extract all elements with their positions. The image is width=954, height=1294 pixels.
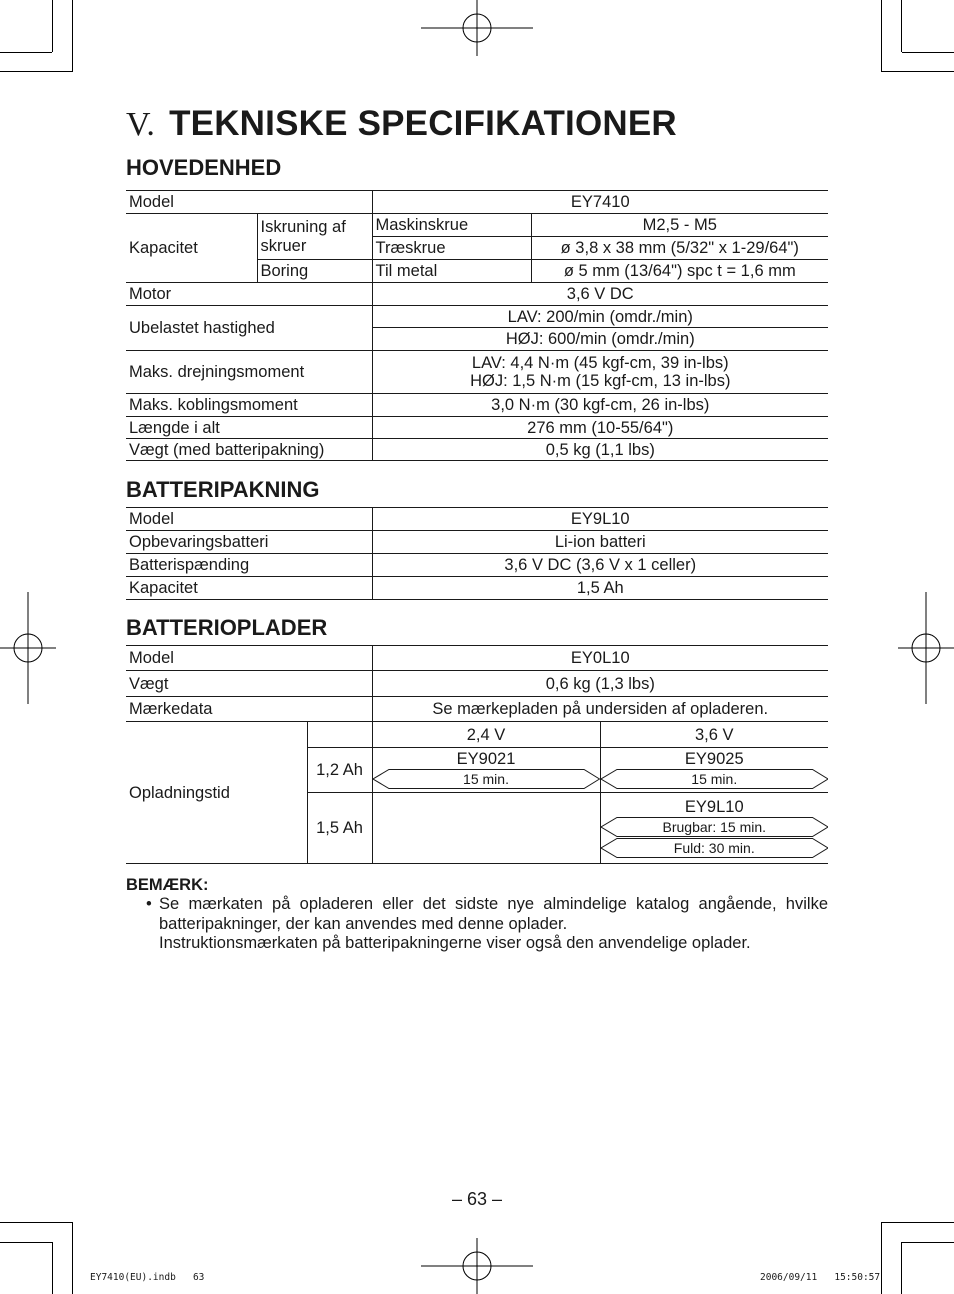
table-row (126, 417, 828, 439)
crop-mark (901, 0, 902, 52)
table-row (126, 394, 828, 417)
voltage-36: 3,6 V (600, 722, 828, 748)
torque-label: Maks. drejningsmoment (126, 351, 372, 394)
battery-capacity-value: 1,5 Ah (372, 577, 828, 600)
ey9021-time-box (373, 769, 600, 789)
metal-value: ø 5 mm (13/64") spc t = 1,6 mm (531, 260, 828, 283)
ey9l10-usable: Brugbar: 15 min. (662, 818, 767, 835)
speed-high: HØJ: 600/min (omdr./min) (372, 328, 828, 351)
main-unit-heading: HOVEDENHED (126, 155, 282, 180)
crop-mark (902, 52, 954, 53)
battery-capacity-label: Kapacitet (126, 577, 372, 600)
table-row (126, 722, 828, 748)
registration-mark-bottom (421, 1238, 533, 1294)
rating-value: Se mærkepladen på undersiden af opladeren. (372, 697, 828, 722)
crop-mark (0, 1242, 52, 1243)
rating-label: Mærkedata (126, 697, 372, 722)
note-heading: BEMÆRK: (126, 876, 209, 894)
model-label: Model (126, 191, 372, 214)
charge-time-label: Opladningstid (126, 722, 307, 864)
crop-mark (72, 0, 73, 72)
table-row (126, 577, 828, 600)
charger-model-value: EY0L10 (372, 646, 828, 671)
crop-mark (52, 0, 53, 52)
weight-label: Vægt (med batteripakning) (126, 439, 372, 461)
table-row (126, 306, 828, 328)
crop-mark (881, 1222, 954, 1223)
section-numeral: V. (126, 106, 156, 143)
battery-heading: BATTERIPAKNING (126, 477, 320, 502)
note-line-2: Instruktionsmærkaten på batteripakningerne viser også den anvendelige oplader. (159, 934, 751, 952)
metal-label: Til metal (372, 260, 531, 283)
empty-cell (372, 793, 600, 864)
clutch-value: 3,0 N·m (30 kgf-cm, 26 in-lbs) (372, 394, 828, 417)
weight-value: 0,5 kg (1,1 lbs) (372, 439, 828, 461)
battery-model-label: Model (126, 508, 372, 531)
charger-weight-label: Vægt (126, 671, 372, 697)
table-row (126, 351, 828, 394)
table-row (126, 214, 828, 237)
crop-mark (72, 1222, 73, 1294)
table-row (126, 697, 828, 722)
footer-file: EY7410(EU).indb 63 (90, 1272, 205, 1283)
ey9l10-full-box (601, 838, 829, 858)
footer-timestamp: 2006/09/11 15:50:57 (760, 1272, 881, 1283)
charger-table (126, 645, 828, 864)
crop-mark (901, 1242, 902, 1294)
charger-heading: BATTERIOPLADER (126, 615, 328, 640)
charger-weight-value: 0,6 kg (1,3 lbs) (372, 671, 828, 697)
table-row (126, 554, 828, 577)
title-text: TEKNISKE SPECIFIKATIONER (169, 104, 677, 143)
table-row (126, 508, 828, 531)
voltage-24: 2,4 V (372, 722, 600, 748)
registration-mark-left (0, 592, 56, 704)
crop-mark (902, 1242, 954, 1243)
ey9l10-model: EY9L10 (684, 797, 744, 816)
crop-mark (0, 52, 52, 53)
length-label: Længde i alt (126, 417, 372, 439)
speed-label: Ubelastet hastighed (126, 306, 372, 351)
crop-mark (881, 0, 882, 72)
table-row (126, 191, 828, 214)
drilling-label: Boring (257, 260, 372, 283)
machine-screw-value: M2,5 - M5 (531, 214, 828, 237)
ey9l10-full: Fuld: 30 min. (673, 839, 755, 856)
table-row (126, 646, 828, 671)
registration-mark-right (898, 592, 954, 704)
ey9021-model: EY9021 (456, 750, 516, 768)
torque-low: LAV: 4,4 N·m (45 kgf-cm, 39 in-lbs) (471, 354, 729, 372)
storage-value: Li-ion batteri (372, 531, 828, 554)
crop-mark (0, 1222, 72, 1223)
charger-model-label: Model (126, 646, 372, 671)
crop-mark (881, 71, 954, 72)
screwing-label: Iskruning af skruer (257, 214, 372, 260)
crop-mark (881, 1222, 882, 1294)
battery-voltage-value: 3,6 V DC (3,6 V x 1 celler) (372, 554, 828, 577)
machine-screw-label: Maskinskrue (372, 214, 531, 237)
wood-screw-label: Træskrue (372, 237, 531, 260)
motor-label: Motor (126, 283, 372, 306)
empty-cell (307, 722, 372, 748)
battery-table (126, 507, 828, 600)
crop-mark (52, 1242, 53, 1294)
motor-value: 3,6 V DC (372, 283, 828, 306)
ey9025-cell (600, 748, 828, 793)
battery-model-value: EY9L10 (372, 508, 828, 531)
main-unit-table (126, 190, 828, 461)
torque-values (372, 351, 828, 394)
page-title (126, 104, 677, 144)
model-value: EY7410 (372, 191, 828, 214)
capacity-label: Kapacitet (126, 214, 257, 283)
ey9021-time: 15 min. (463, 771, 509, 787)
registration-mark-top (421, 0, 533, 56)
table-row (126, 531, 828, 554)
wood-screw-value: ø 3,8 x 38 mm (5/32" x 1-29/64") (531, 237, 828, 260)
table-row (126, 283, 828, 306)
length-value: 276 mm (10-55/64") (372, 417, 828, 439)
ey9021-cell (372, 748, 600, 793)
storage-label: Opbevaringsbatteri (126, 531, 372, 554)
ey9025-time-box (601, 769, 829, 789)
note-line-1: Se mærkaten på opladeren eller det sidste nye almindelige katalog angående, hvilke batteripakninger, der kan anvendes med denne oplader. (159, 895, 828, 933)
battery-voltage-label: Batterispænding (126, 554, 372, 577)
crop-mark (0, 71, 72, 72)
note-body (146, 895, 828, 954)
torque-high: HØJ: 1,5 N·m (15 kgf-cm, 13 in-lbs) (470, 372, 731, 390)
capacity-12: 1,2 Ah (307, 748, 372, 793)
bullet: • (146, 895, 152, 913)
page-number: – 63 – (451, 1189, 503, 1209)
table-row (126, 439, 828, 461)
ey9025-model: EY9025 (684, 750, 744, 768)
speed-low: LAV: 200/min (omdr./min) (372, 306, 828, 328)
ey9l10-cell (600, 793, 828, 864)
ey9l10-usable-box (601, 817, 829, 837)
table-row (126, 671, 828, 697)
capacity-15: 1,5 Ah (307, 793, 372, 864)
ey9025-time: 15 min. (691, 771, 738, 787)
clutch-label: Maks. koblingsmoment (126, 394, 372, 417)
